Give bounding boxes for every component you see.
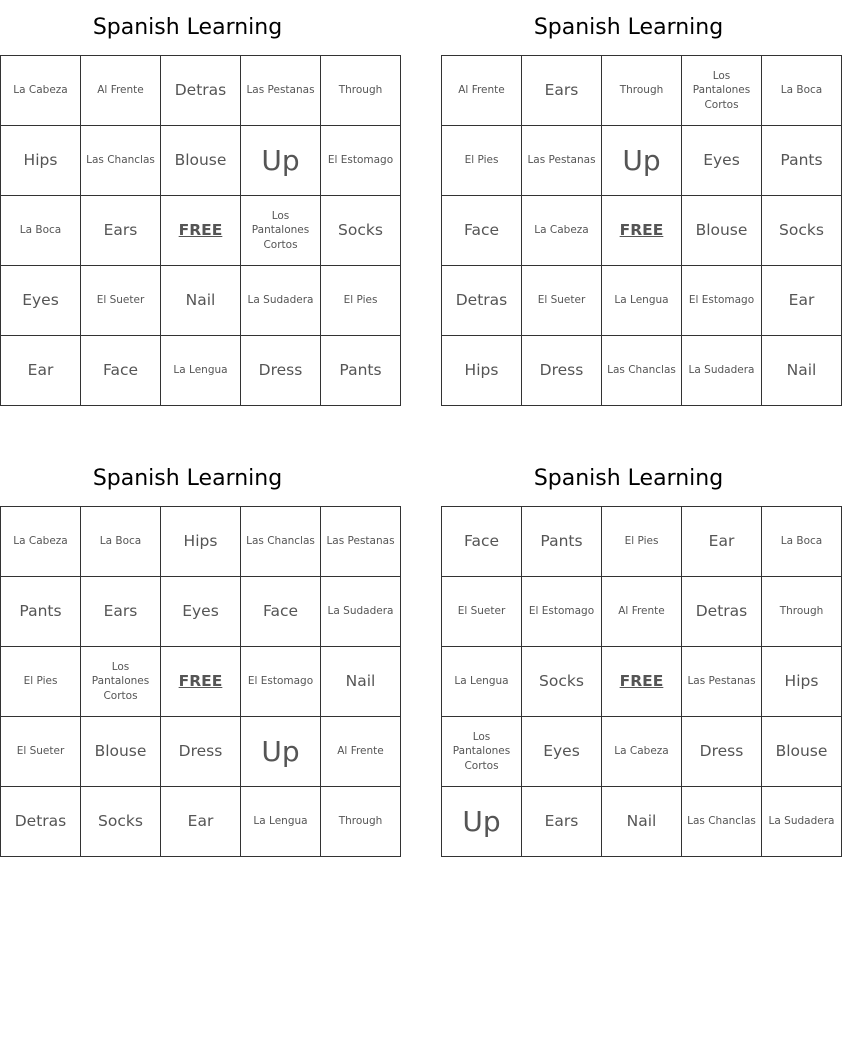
bingo-cell: Face bbox=[442, 196, 522, 266]
bingo-cell: Al Frente bbox=[81, 56, 161, 126]
bingo-cell: Eyes bbox=[161, 577, 241, 647]
bingo-cell: El Estomago bbox=[682, 266, 762, 336]
bingo-cell: Dress bbox=[161, 717, 241, 787]
grid-row bbox=[442, 787, 842, 857]
grid-row bbox=[1, 647, 401, 717]
bingo-cell: Ear bbox=[682, 507, 762, 577]
free-space-cell: FREE bbox=[161, 196, 241, 266]
bingo-cell: Las Chanclas bbox=[81, 126, 161, 196]
bingo-cell: Las Chanclas bbox=[602, 336, 682, 406]
bingo-cell: Los Pantalones Cortos bbox=[442, 717, 522, 787]
bingo-cell: Las Chanclas bbox=[682, 787, 762, 857]
bingo-cell: Ears bbox=[81, 196, 161, 266]
grid-row bbox=[1, 507, 401, 577]
bingo-cell: Up bbox=[602, 126, 682, 196]
bingo-cell: Face bbox=[442, 507, 522, 577]
bingo-cell: Las Pestanas bbox=[522, 126, 602, 196]
bingo-cell: El Pies bbox=[321, 266, 401, 336]
bingo-cell: Detras bbox=[442, 266, 522, 336]
bingo-cell: La Cabeza bbox=[1, 507, 81, 577]
bingo-cell: Las Pestanas bbox=[682, 647, 762, 717]
bingo-cell: Socks bbox=[321, 196, 401, 266]
bingo-cell: La Lengua bbox=[161, 336, 241, 406]
bingo-cell: Pants bbox=[522, 507, 602, 577]
bingo-cell: El Estomago bbox=[522, 577, 602, 647]
bingo-cell: Through bbox=[602, 56, 682, 126]
bingo-cell: Through bbox=[321, 787, 401, 857]
bingo-cell: Dress bbox=[241, 336, 321, 406]
bingo-cell: El Pies bbox=[442, 126, 522, 196]
grid-row bbox=[1, 336, 401, 406]
bingo-cell: Ears bbox=[81, 577, 161, 647]
bingo-cell: Ears bbox=[522, 787, 602, 857]
bingo-cell: Hips bbox=[161, 507, 241, 577]
bingo-cell: Al Frente bbox=[442, 56, 522, 126]
bingo-cell: Pants bbox=[321, 336, 401, 406]
bingo-cell: Dress bbox=[522, 336, 602, 406]
bingo-cell: Detras bbox=[682, 577, 762, 647]
grid-row bbox=[1, 577, 401, 647]
bingo-cell: Las Pestanas bbox=[241, 56, 321, 126]
free-space-cell: FREE bbox=[602, 647, 682, 717]
grid-row bbox=[1, 717, 401, 787]
grid-row bbox=[1, 787, 401, 857]
bingo-cell: Las Pestanas bbox=[321, 507, 401, 577]
bingo-cell: La Lengua bbox=[241, 787, 321, 857]
bingo-cell: Eyes bbox=[522, 717, 602, 787]
free-space-cell: FREE bbox=[161, 647, 241, 717]
bingo-cell: Dress bbox=[682, 717, 762, 787]
bingo-cell: Blouse bbox=[762, 717, 842, 787]
bingo-cell: La Boca bbox=[81, 507, 161, 577]
bingo-cell: La Sudadera bbox=[241, 266, 321, 336]
grid-row bbox=[1, 126, 401, 196]
bingo-cell: Nail bbox=[161, 266, 241, 336]
grid-row bbox=[442, 336, 842, 406]
grid-row bbox=[1, 266, 401, 336]
bingo-cell: Hips bbox=[1, 126, 81, 196]
grid-row bbox=[442, 56, 842, 126]
bingo-cell: El Sueter bbox=[442, 577, 522, 647]
bingo-grid bbox=[0, 506, 401, 857]
bingo-cell: Through bbox=[321, 56, 401, 126]
bingo-cell: Nail bbox=[762, 336, 842, 406]
bingo-cell: Blouse bbox=[682, 196, 762, 266]
bingo-grid bbox=[441, 506, 842, 857]
bingo-cell: Eyes bbox=[1, 266, 81, 336]
bingo-cell: Los Pantalones Cortos bbox=[81, 647, 161, 717]
free-space-cell: FREE bbox=[602, 196, 682, 266]
bingo-cell: Socks bbox=[522, 647, 602, 717]
bingo-cell: Up bbox=[442, 787, 522, 857]
bingo-cell: Al Frente bbox=[602, 577, 682, 647]
card-title: Spanish Learning bbox=[533, 466, 724, 491]
bingo-cell: La Lengua bbox=[442, 647, 522, 717]
bingo-cell: Detras bbox=[161, 56, 241, 126]
bingo-cell: La Boca bbox=[762, 507, 842, 577]
bingo-cell: El Estomago bbox=[241, 647, 321, 717]
grid-row bbox=[442, 647, 842, 717]
card-title: Spanish Learning bbox=[92, 15, 283, 40]
bingo-cell: La Boca bbox=[1, 196, 81, 266]
bingo-cell: Al Frente bbox=[321, 717, 401, 787]
bingo-cell: Pants bbox=[762, 126, 842, 196]
bingo-cell: Los Pantalones Cortos bbox=[241, 196, 321, 266]
bingo-cell: Ear bbox=[762, 266, 842, 336]
bingo-cell: La Sudadera bbox=[762, 787, 842, 857]
bingo-cell: Ear bbox=[1, 336, 81, 406]
bingo-cell: Los Pantalones Cortos bbox=[682, 56, 762, 126]
bingo-cell: Blouse bbox=[161, 126, 241, 196]
grid-row bbox=[442, 196, 842, 266]
grid-row bbox=[442, 577, 842, 647]
bingo-cell: La Sudadera bbox=[682, 336, 762, 406]
bingo-cell: Through bbox=[762, 577, 842, 647]
bingo-grid bbox=[441, 55, 842, 406]
bingo-cell: Nail bbox=[602, 787, 682, 857]
bingo-cell: Face bbox=[81, 336, 161, 406]
bingo-cell: El Sueter bbox=[522, 266, 602, 336]
bingo-cell: La Cabeza bbox=[1, 56, 81, 126]
grid-row bbox=[1, 196, 401, 266]
bingo-cell: La Cabeza bbox=[522, 196, 602, 266]
bingo-cell: Hips bbox=[442, 336, 522, 406]
bingo-cell: La Lengua bbox=[602, 266, 682, 336]
grid-row bbox=[442, 266, 842, 336]
bingo-cell: Eyes bbox=[682, 126, 762, 196]
bingo-cell: Las Chanclas bbox=[241, 507, 321, 577]
bingo-cell: Up bbox=[241, 717, 321, 787]
card-title: Spanish Learning bbox=[533, 15, 724, 40]
grid-row bbox=[442, 717, 842, 787]
bingo-cell: Socks bbox=[81, 787, 161, 857]
bingo-cell: La Boca bbox=[762, 56, 842, 126]
bingo-cell: Nail bbox=[321, 647, 401, 717]
bingo-cell: El Sueter bbox=[1, 717, 81, 787]
bingo-cell: Face bbox=[241, 577, 321, 647]
bingo-cell: Detras bbox=[1, 787, 81, 857]
bingo-grid bbox=[0, 55, 401, 406]
card-title: Spanish Learning bbox=[92, 466, 283, 491]
grid-row bbox=[1, 56, 401, 126]
bingo-cell: Ears bbox=[522, 56, 602, 126]
grid-row bbox=[442, 507, 842, 577]
bingo-cell: Pants bbox=[1, 577, 81, 647]
bingo-cell: Ear bbox=[161, 787, 241, 857]
bingo-cell: La Sudadera bbox=[321, 577, 401, 647]
bingo-cell: El Sueter bbox=[81, 266, 161, 336]
grid-row bbox=[442, 126, 842, 196]
bingo-cell: La Cabeza bbox=[602, 717, 682, 787]
bingo-cell: El Estomago bbox=[321, 126, 401, 196]
bingo-cell: El Pies bbox=[1, 647, 81, 717]
bingo-cell: El Pies bbox=[602, 507, 682, 577]
bingo-cell: Socks bbox=[762, 196, 842, 266]
bingo-cell: Up bbox=[241, 126, 321, 196]
bingo-cell: Blouse bbox=[81, 717, 161, 787]
bingo-cell: Hips bbox=[762, 647, 842, 717]
